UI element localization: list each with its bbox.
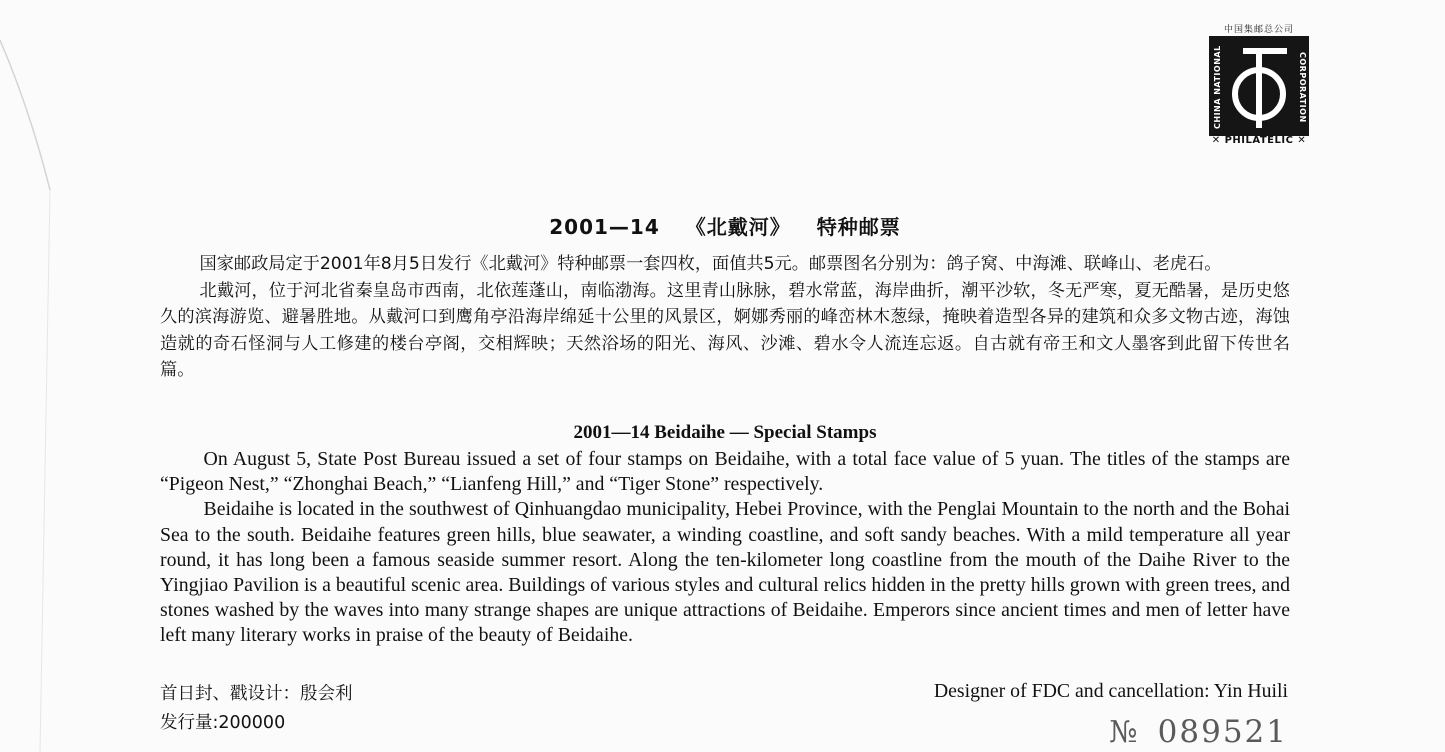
philatelic-corporation-logo xyxy=(1203,22,1313,150)
logo-text-right: CORPORATION xyxy=(1298,51,1307,123)
logo-text-left: CHINA NATIONAL xyxy=(1213,45,1222,129)
title-type: 特种邮票 xyxy=(816,215,901,239)
serial-number xyxy=(1109,714,1288,750)
english-paragraph-2: Beidaihe is located in the southwest of Qinhuangdao municipality, Hebei Province, with the Penglai Mountain to the north and the Bohai Sea to the south. Beidaihe features green hills, blue seawater, a winding coastline, and soft sandy beaches. With a mild temperature all year round, it has long been a famous seaside summer resort. Along the ten-kilometer long coastline from the mouth of the Daihe River to the Yingjiao Pavilion is a beautiful scenic area. Buildings of various styles and cultural relics hidden in the pretty hills grown with green trees, and stones washed by the waves into many strange shapes are unique attractions of Beidaihe. Emperors since ancient times and men of letter have left many literary works in praise of the beauty of Beidaihe. xyxy=(160,498,1291,647)
chinese-paragraph-1: 国家邮政局定于2001年8月5日发行《北戴河》特种邮票一套四枚，面值共5元。邮票图名分别为：鸽子窝、中海滩、联峰山、老虎石。 xyxy=(199,254,1222,274)
chinese-description xyxy=(160,251,1290,384)
designer-credit-en: Designer of FDC and cancellation: Yin Huili xyxy=(933,680,1288,702)
english-title: 2001—14 Beidaihe — Special Stamps xyxy=(573,422,877,443)
serial-prefix: № xyxy=(1109,715,1140,750)
designer-credit-cn: 首日封、戳设计：殷会利 xyxy=(160,684,353,704)
english-paragraph-1: On August 5, State Post Bureau issued a set of four stamps on Beidaihe, with a total face value of 5 yuan. The titles of the stamps are “Pigeon Nest,” “Zhonghai Beach,” “Lianfeng Hill,” and “Tiger Stone” respectively. xyxy=(160,448,1290,496)
envelope-flap-edge xyxy=(0,0,120,752)
cnpc-phi-logo-icon xyxy=(1225,42,1293,134)
title-number: 2001—14 xyxy=(549,215,660,239)
logo-company-cn: 中国集邮总公司 xyxy=(1223,25,1294,35)
chinese-paragraph-2: 北戴河，位于河北省秦皇岛市西南，北依莲蓬山，南临渤海。这里青山脉脉，碧水常蓝，海岸曲折，潮平沙软，冬无严寒，夏无酷暑，是历史悠久的滨海游览、避暑胜地。从戴河口到鹰角亭沿海岸绵延十公里的风景区，婀娜秀丽的峰峦林木葱绿，掩映着造型各异的建筑和众多文物古迹，海蚀造就的奇石怪洞与人工修建的楼台亭阁，交相辉映；天然浴场的阳光、海风、沙滩、碧水令人流连忘返。自古就有帝王和文人墨客到此留下传世名篇。 xyxy=(160,280,1290,380)
logo-text-bottom: ✕ PHILATELIC ✕ xyxy=(1211,135,1307,146)
chinese-title xyxy=(160,211,1290,240)
issue-quantity-cn: 发行量:200000 xyxy=(160,713,286,733)
serial-value: 089521 xyxy=(1157,714,1288,750)
title-name: 《北戴河》 xyxy=(685,215,791,239)
english-description xyxy=(160,447,1290,649)
